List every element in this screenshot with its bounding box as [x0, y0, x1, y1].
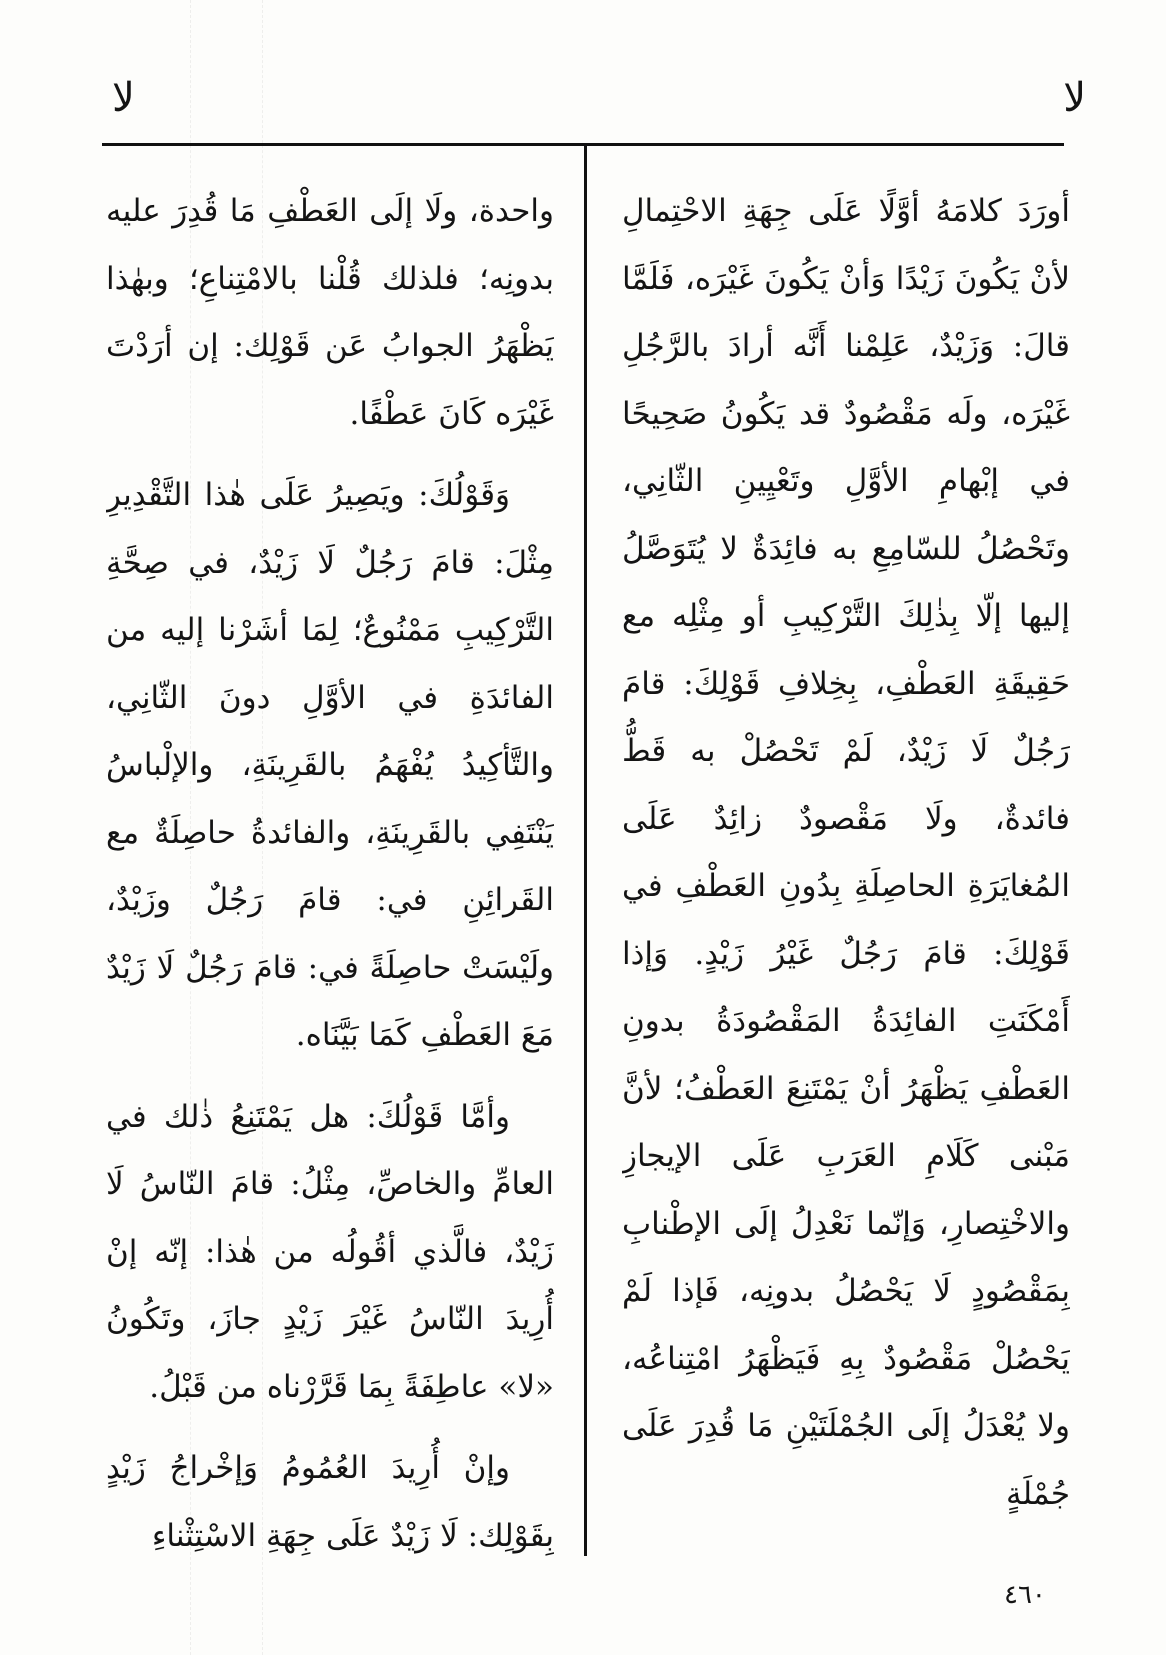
paragraph: أورَدَ كلامَهُ أوَّلًا عَلَى جِهَةِ الاحْتِمالِ لأنْ يَكُونَ زَيْدًا وَأنْ يَكُونَ غَيْرَه، فَلَمَّا قالَ: وَزَيْدٌ، عَلِمْنا أَنَّه أرادَ بالرَّجُلِ غَيْرَه، ولَه مَقْصُودٌ قد يَكُونُ صَحِيحًا في إبْهامِ الأوَّلِ وتَعْيِينِ الثّانِي، وتَحْصُلُ للسّامِعِ به فائِدَةٌ لا يُتَوَصَّلُ إليها إلّا بِذٰلِكَ التَّرْكِيبِ أو مِثْلِه مع حَقِيقَةِ العَطْفِ، بِخِلافِ قَوْلِكَ: قامَ رَجُلٌ لَا زَيْدٌ، لَمْ تَحْصُلْ به قَطُّ فائدةٌ، ولَا مَقْصودٌ زائِدٌ عَلَى المُغايَرَةِ الحاصِلَةِ بِدُونِ العَطْفِ في قَوْلِكَ: قامَ رَجُلٌ غَيْرُ زَيْدٍ. وَإذا أَمْكَنَتِ الفائِدَةُ المَقْصُودَةُ بدونِ العَطْفِ يَظْهَرُ أنْ يَمْتَنِعَ العَطْفُ؛ لأنَّ مَبْنى كَلَامِ العَرَبِ عَلَى الإيجازِ والاخْتِصارِ، وَإنّما نَعْدِلُ إلَى الإطْنابِ بِمَقْصُودٍ لَا يَحْصُلُ بدونِه، فَإذا لَمْ يَحْصُلْ مَقْصُودٌ بِهِ فَيَظْهَرُ امْتِناعُه، ولا يُعْدَلُ إلَى الجُمْلَتَيْنِ مَا قُدِرَ عَلَى جُمْلَةٍ	[622, 193, 1070, 1512]
text-column-left	[106, 178, 554, 1558]
paragraph: وأمَّا قَوْلُكَ: هل يَمْتَنِعُ ذٰلك في العامِّ والخاصِّ، مِثْلُ: قامَ النّاسُ لَا زَيْدٌ، فالَّذي أقُولُه من هٰذا: إنّه إنْ أُرِيدَ النّاسُ غَيْرَ زَيْدٍ جازَ، وتَكُونُ «لا» عاطِفَةً بِمَا قَرَّرْناه من قَبْلُ.	[106, 1098, 554, 1405]
paragraph: وَقَوْلُكَ: ويَصِيرُ عَلَى هٰذا التَّقْدِيرِ مِثْلَ: قامَ رَجُلٌ لَا زَيْدٌ، في صِحَّةِ التَّرْكِيبِ مَمْنُوعٌ؛ لِمَا أشَرْنا إليه من الفائدَةِ في الأوَّلِ دونَ الثّانِي، والتَّأكِيدُ يُفْهَمُ بالقَرِينَةِ، والإلْباسُ يَنْتَفِي بالقَرِينَةِ، والفائدةُ حاصِلَةٌ مع القَرائِنِ في: قامَ رَجُلٌ وزَيْدٌ، ولَيْسَتْ حاصِلَةً في: قامَ رَجُلٌ لَا زَيْدٌ مَعَ العَطْفِ كَمَا بَيَّنَاه.	[106, 477, 554, 1053]
running-header-left: لا	[112, 75, 135, 121]
paragraph: وإنْ أُرِيدَ العُمُومُ وَإخْراجُ زَيْدٍ بِقَوْلِك: لَا زَيْدٌ عَلَى جِهَةِ الاسْتِثْناءِ	[106, 1450, 554, 1554]
paragraph: واحدة، ولَا إلَى العَطْفِ مَا قُدِرَ عليه بدونِه؛ فلذلك قُلْنا بالامْتِناعِ؛ وبهٰذا يَظْهَرُ الجوابُ عَن قَوْلِك: إن أرَدْتَ غَيْرَه كَانَ عَطْفًا.	[106, 193, 554, 432]
page-number: ٤٦٠	[1004, 1580, 1046, 1610]
header-rule	[102, 143, 1064, 146]
column-divider	[584, 144, 587, 1556]
running-header-right: لا	[1063, 75, 1086, 121]
text-column-right	[622, 178, 1070, 1558]
